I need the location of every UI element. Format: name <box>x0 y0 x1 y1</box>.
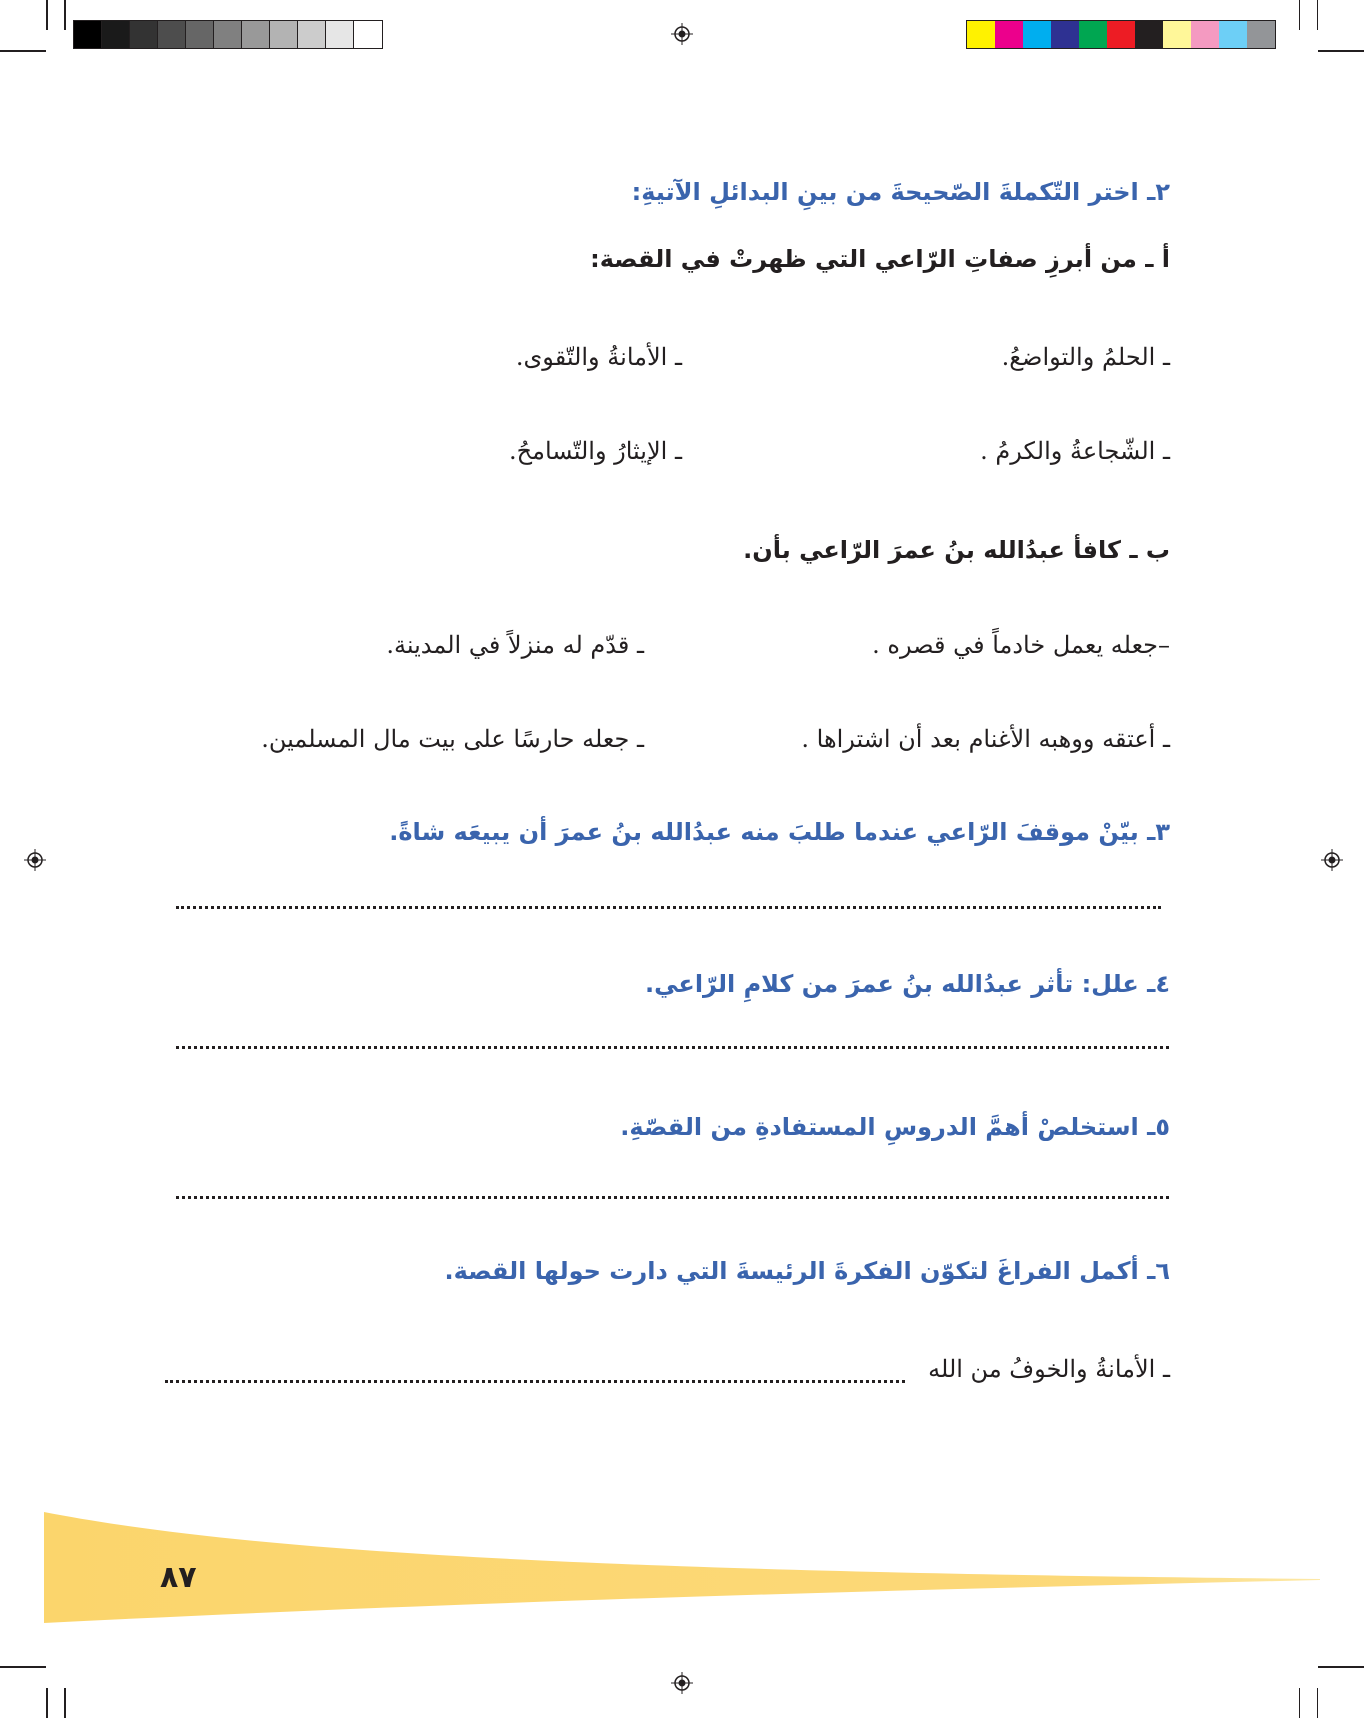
gray-swatch <box>158 21 186 48</box>
color-swatch <box>1107 21 1135 48</box>
grayscale-calibration-bar <box>73 20 383 49</box>
gray-swatch <box>270 21 298 48</box>
fill-in-prefix: ـ الأمانةُ والخوفُ من الله <box>928 1355 1170 1383</box>
registration-mark-icon <box>24 849 46 871</box>
registration-mark-icon <box>671 1672 693 1694</box>
question-5-heading: ٥ـ استخلصْ أهمَّ الدروسِ المستفادةِ من القصّةِ. <box>620 1113 1170 1141</box>
fill-in-blank-line[interactable] <box>165 1380 905 1383</box>
option-2a-2: ـ الأمانةُ والتّقوى. <box>515 343 682 371</box>
option-2a-4: ـ الإيثارُ والتّسامحُ. <box>509 437 682 465</box>
gray-swatch <box>74 21 102 48</box>
answer-line[interactable] <box>176 1046 1169 1049</box>
color-swatch <box>1163 21 1191 48</box>
answer-line[interactable] <box>176 1196 1169 1199</box>
color-swatch <box>1079 21 1107 48</box>
option-2b-1: –جعله يعمل خادماً في قصره . <box>872 631 1170 659</box>
gray-swatch <box>298 21 326 48</box>
gray-swatch <box>214 21 242 48</box>
gray-swatch <box>242 21 270 48</box>
gray-swatch <box>130 21 158 48</box>
gray-swatch <box>102 21 130 48</box>
question-4-heading: ٤ـ علل: تأثر عبدُالله بنُ عمرَ من كلامِ الرّاعي. <box>645 970 1170 998</box>
color-swatch <box>967 21 995 48</box>
color-swatch <box>1247 21 1275 48</box>
color-swatch <box>995 21 1023 48</box>
color-swatch <box>1191 21 1219 48</box>
answer-line[interactable] <box>176 906 1161 909</box>
option-2b-2: ـ قدّم له منزلاً في المدينة. <box>386 631 644 659</box>
gray-swatch <box>354 21 382 48</box>
question-6-heading: ٦ـ أكمل الفراغَ لتكوّن الفكرةَ الرئيسةَ التي دارت حولها القصة. <box>444 1257 1170 1285</box>
registration-mark-icon <box>1321 849 1343 871</box>
footer-band <box>0 1500 1364 1630</box>
color-swatch <box>1051 21 1079 48</box>
option-2a-3: ـ الشّجاعةُ والكرمُ . <box>980 437 1170 465</box>
question-2-heading: ٢ـ اختر التّكملةَ الصّحيحةَ من بينِ البدائلِ الآتيةِ: <box>631 178 1170 206</box>
color-swatch <box>1023 21 1051 48</box>
question-3-heading: ٣ـ بيّنْ موقفَ الرّاعي عندما طلبَ منه عبدُالله بنُ عمرَ أن يبيعَه شاةً. <box>389 818 1170 846</box>
color-calibration-bar <box>966 20 1276 49</box>
option-2b-3: ـ أعتقه ووهبه الأغنام بعد أن اشتراها . <box>801 725 1170 753</box>
question-2a-prompt: أ ـ من أبرزِ صفاتِ الرّاعي التي ظهرتْ في القصة: <box>590 245 1170 273</box>
page-number: ٨٧ <box>160 1560 197 1595</box>
question-2b-prompt: ب ـ كافأ عبدُالله بنُ عمرَ الرّاعي بأن. <box>743 536 1170 564</box>
option-2b-4: ـ جعله حارسًا على بيت مال المسلمين. <box>261 725 644 753</box>
gray-swatch <box>326 21 354 48</box>
option-2a-1: ـ الحلمُ والتواضعُ. <box>1001 343 1170 371</box>
color-swatch <box>1135 21 1163 48</box>
registration-mark-icon <box>671 23 693 45</box>
color-swatch <box>1219 21 1247 48</box>
gray-swatch <box>186 21 214 48</box>
